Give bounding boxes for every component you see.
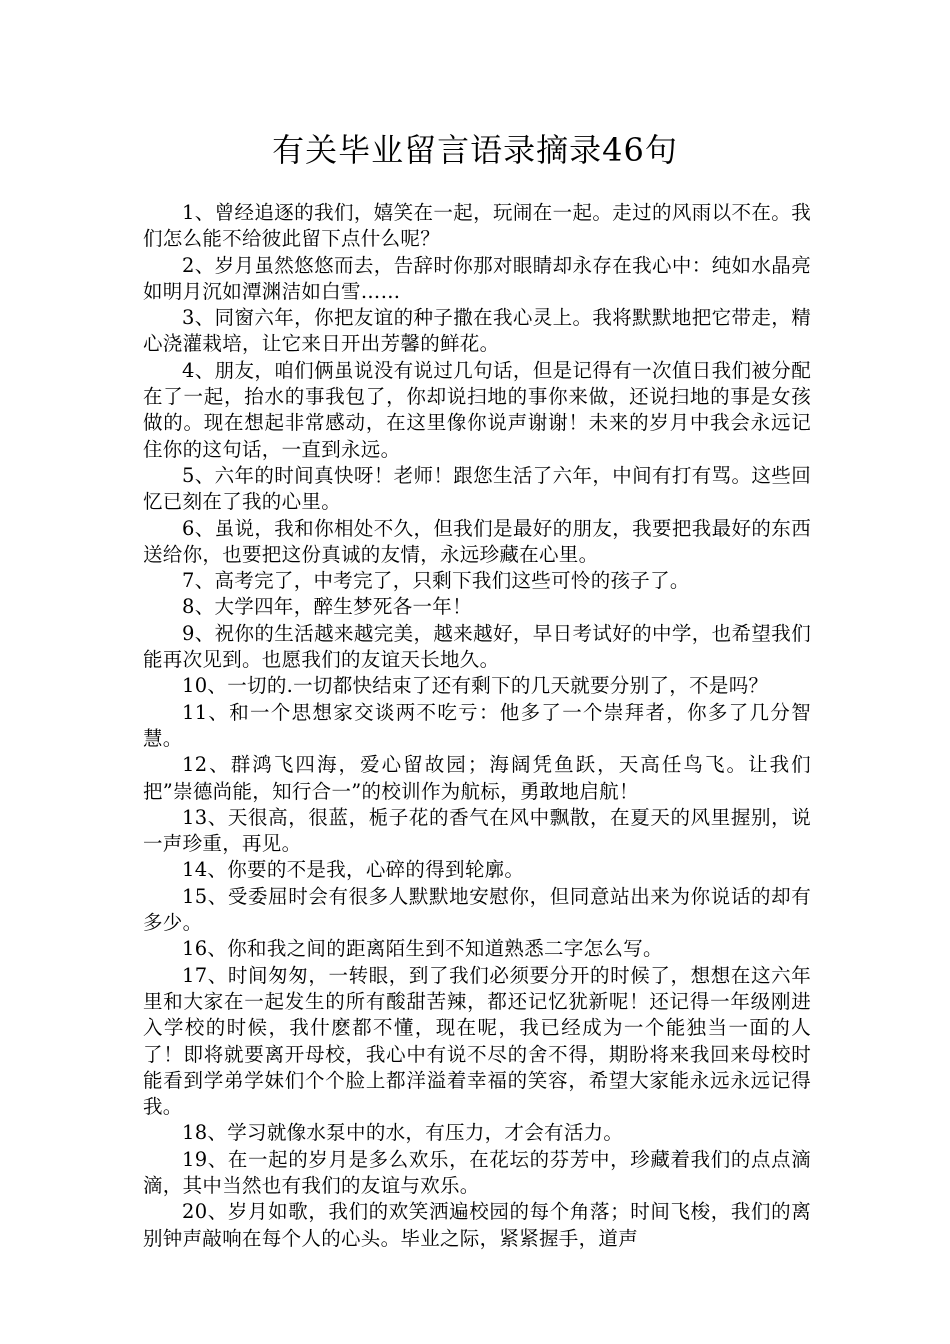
quote-paragraph: 19、在一起的岁月是多么欢乐，在花坛的芬芳中，珍藏着我们的点点滴滴，其中当然也有我们的友谊与欢乐。 xyxy=(143,1147,811,1197)
quote-paragraph: 9、祝你的生活越来越完美，越来越好，早日考试好的中学，也希望我们能再次见到。也愿我们的友谊天长地久。 xyxy=(143,621,811,672)
quote-paragraph: 4、朋友，咱们俩虽说没有说过几句话，但是记得有一次值日我们被分配在了一起，抬水的事我包了，你却说扫地的事你来做，还说扫地的事是女孩做的。现在想起非常感动，在这里像你说声谢谢！未来的岁月中我会永远记住你的这句话，一直到永远。 xyxy=(143,358,811,461)
document-title: 有关毕业留言语录摘录46句 xyxy=(272,131,678,169)
quote-paragraph: 13、天很高，很蓝，栀子花的香气在风中飘散，在夏天的风里握别，说一声珍重，再见。 xyxy=(143,805,811,856)
quote-paragraph: 1、曾经追逐的我们，嬉笑在一起，玩闹在一起。走过的风雨以不在。我们怎么能不给彼此留下点什么呢？ xyxy=(143,201,811,251)
quote-paragraph: 16、你和我之间的距离陌生到不知道熟悉二字怎么写。 xyxy=(182,937,663,961)
quote-paragraph: 17、时间匆匆，一转眼，到了我们必须要分开的时候了，想想在这六年里和大家在一起发生的所有酸甜苦辣，都还记忆犹新呢！还记得一年级刚进入学校的时候，我什麽都不懂，现在呢，我已经成为一个能独当一面的人了！即将就要离开母校，我心中有说不尽的舍不得，期盼将来我回来母校时能看到学弟学妹们个个脸上都洋溢着幸福的笑容，希望大家能永远永远记得我。 xyxy=(143,963,811,1119)
quote-paragraph: 6、虽说，我和你相处不久，但我们是最好的朋友，我要把我最好的东西送给你，也要把这份真诚的友情，永远珍藏在心里。 xyxy=(143,516,811,566)
quote-paragraph: 5、六年的时间真快呀！老师！跟您生活了六年，中间有打有骂。这些回忆已刻在了我的心里。 xyxy=(143,463,811,514)
quote-paragraph: 20、岁月如歌，我们的欢笑洒遍校园的每个角落；时间飞梭，我们的离别钟声敲响在每个人的心头。毕业之际，紧紧握手，道声 xyxy=(143,1200,811,1250)
quote-paragraph: 8、大学四年，醉生梦死各一年！ xyxy=(182,595,472,619)
quote-paragraph: 14、你要的不是我，心碎的得到轮廓。 xyxy=(182,858,525,882)
quote-paragraph: 10、一切的.一切都快结束了还有剩下的几天就要分别了，不是吗？ xyxy=(182,674,769,698)
quote-paragraph: 18、学习就像水泵中的水，有压力，才会有活力。 xyxy=(182,1121,624,1145)
document-body xyxy=(143,200,811,1252)
quote-paragraph: 15、受委屈时会有很多人默默地安慰你，但同意站出来为你说话的却有多少。 xyxy=(143,884,811,935)
quote-paragraph: 3、同窗六年，你把友谊的种子撒在我心灵上。我将默默地把它带走，精心浇灌栽培，让它来日开出芳馨的鲜花。 xyxy=(143,306,811,356)
quote-paragraph: 12、群鸿飞四海，爱心留故园；海阔凭鱼跃，天高任鸟飞。让我们把”崇德尚能，知行合一”的校训作为航标，勇敢地启航！ xyxy=(143,753,811,803)
quote-paragraph: 2、岁月虽然悠悠而去，告辞时你那对眼睛却永存在我心中：纯如水晶亮如明月沉如潭渊洁如白雪…… xyxy=(143,253,811,303)
quote-paragraph: 7、高考完了，中考完了，只剩下我们这些可怜的孩子了。 xyxy=(182,569,690,593)
quote-paragraph: 11、和一个思想家交谈两不吃亏：他多了一个崇拜者，你多了几分智慧。 xyxy=(143,700,811,750)
